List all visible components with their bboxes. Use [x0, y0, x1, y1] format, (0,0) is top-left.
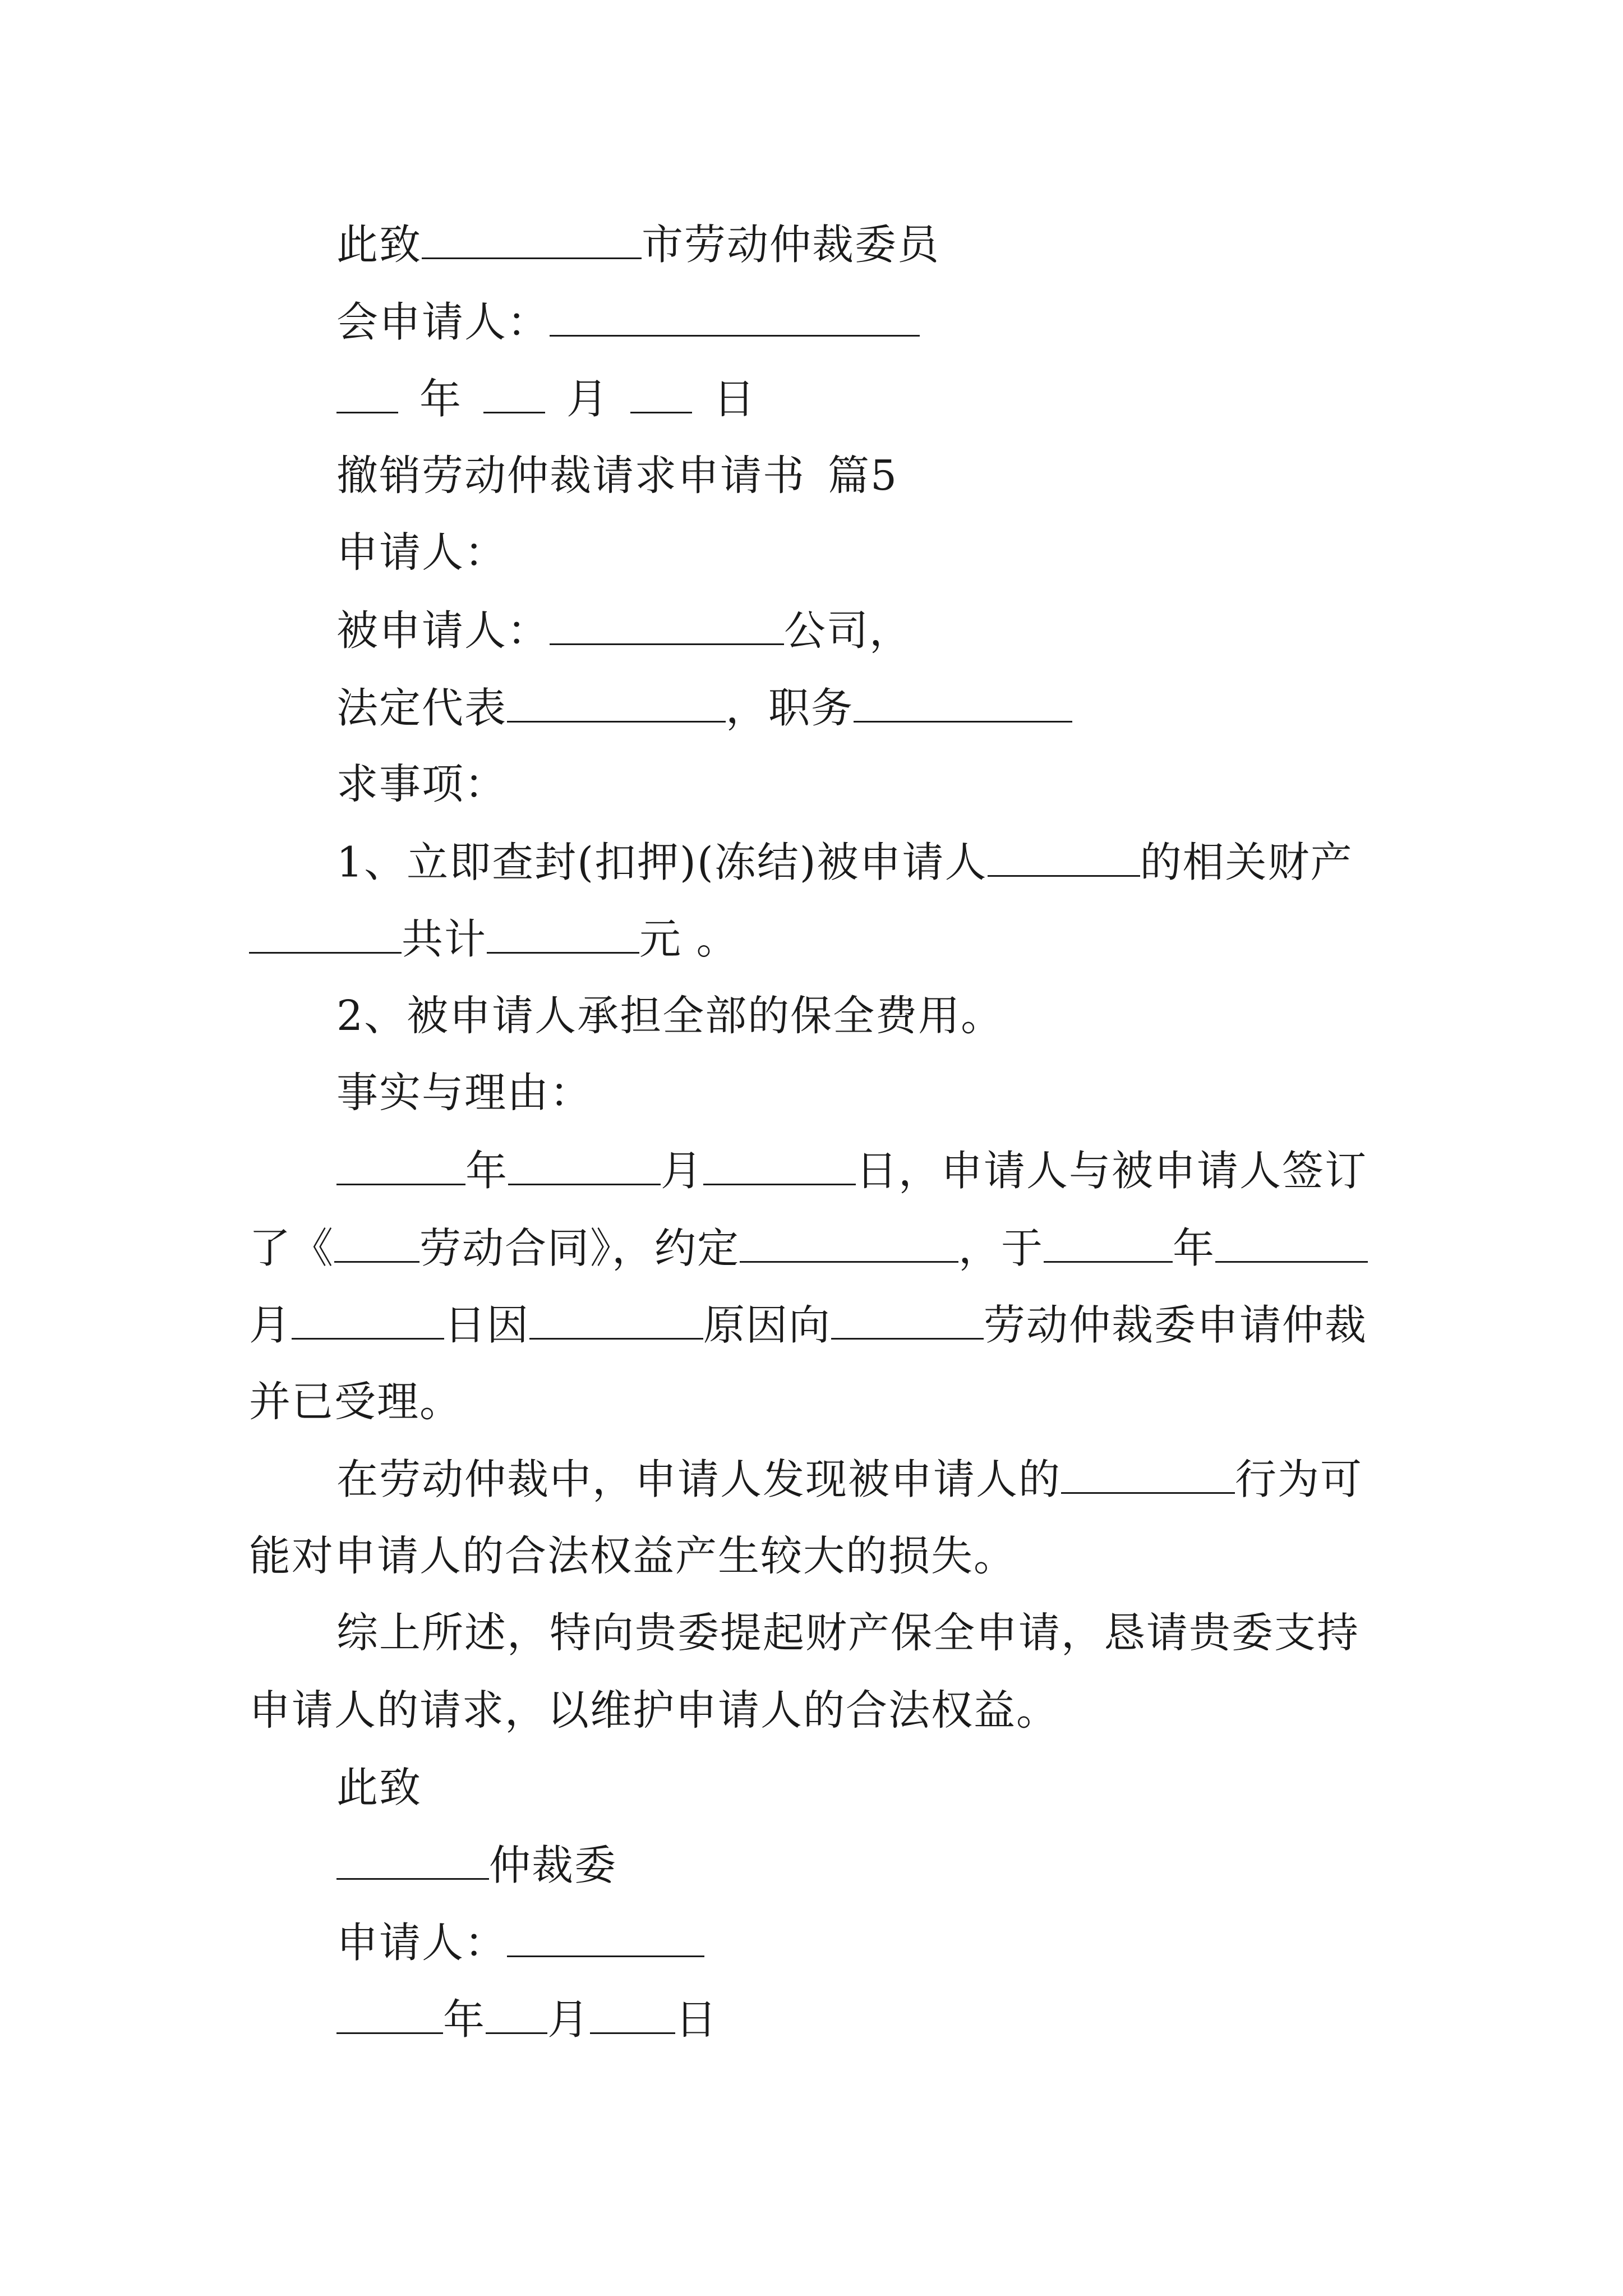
text: 事实与理由： [336, 1069, 592, 1117]
facts-paragraph-line [336, 1147, 1384, 1195]
blank-field [590, 1998, 675, 2034]
text: 日 [713, 375, 756, 424]
facts-paragraph-line [249, 1224, 1384, 1273]
blank-field [550, 609, 784, 645]
blank-field [630, 378, 692, 413]
text: 被申请人： [336, 606, 550, 655]
text: 能对申请人的合法权益产生较大的损失。 [249, 1532, 1016, 1580]
paragraph-line [336, 1609, 1384, 1657]
closing-salutation [336, 1764, 1384, 1812]
applicant-line [336, 298, 1384, 347]
blank-field [334, 1227, 419, 1263]
text: 此致 [336, 220, 422, 269]
text: 原因向 [703, 1301, 831, 1350]
text: 2、被申请人承担全部的保全费用。 [336, 992, 1004, 1040]
signature-line [336, 1918, 1384, 1967]
blank-field [854, 687, 1072, 723]
respondent-line [336, 606, 1384, 655]
salutation-line [336, 220, 1384, 269]
blank-field [703, 1149, 856, 1185]
date-line [336, 1995, 1384, 2044]
blank-field [336, 1998, 443, 2034]
blank-field [529, 1304, 703, 1340]
heading-title: 撤销劳动仲裁请求申请书 [336, 452, 805, 500]
blank-field [486, 1998, 547, 2034]
text: 日 [675, 1995, 718, 2044]
facts-paragraph-line [249, 1378, 1384, 1426]
claims-heading [336, 760, 1384, 808]
text: 此致 [336, 1764, 422, 1812]
blank-field [487, 918, 639, 954]
blank-field [336, 1844, 489, 1880]
text: 日，申请人与被申请人签订 [856, 1147, 1367, 1195]
text: 元 。 [639, 915, 739, 964]
heading-number: 篇5 [828, 452, 898, 500]
text: 会申请人： [336, 298, 550, 347]
text: 在劳动仲裁中，申请人发现被申请人的 [336, 1455, 1061, 1504]
text: 市劳动仲裁委员 [642, 220, 940, 269]
text: 1、立即查封(扣押)(冻结)被申请人 [336, 838, 988, 887]
facts-heading [336, 1069, 1384, 1117]
text: 求事项： [336, 760, 507, 808]
recipient-line [336, 1841, 1384, 1890]
text: 了《 [249, 1224, 334, 1273]
text: 年 [1173, 1224, 1215, 1273]
paragraph-line [249, 1686, 1384, 1734]
text: 劳动仲裁委申请仲裁 [984, 1301, 1367, 1350]
blank-field [1061, 1458, 1235, 1494]
text: 并已受理。 [249, 1378, 462, 1426]
text: 仲裁委 [489, 1841, 617, 1890]
legal-rep-line [336, 684, 1384, 733]
blank-field [831, 1304, 984, 1340]
text: 的相关财产 [1140, 838, 1353, 887]
text: ，于 [958, 1224, 1044, 1273]
paragraph-line [249, 1532, 1384, 1580]
blank-field [988, 841, 1140, 877]
facts-paragraph-line [249, 1301, 1384, 1350]
blank-field [550, 301, 920, 337]
text: 年 [443, 1995, 486, 2044]
text: 月 [249, 1301, 292, 1350]
text: 日因 [444, 1301, 529, 1350]
blank-field [1044, 1227, 1173, 1263]
blank-field [249, 918, 402, 954]
section-heading [336, 452, 1384, 500]
claim-item-2 [336, 992, 1384, 1040]
claim-item-1 [336, 838, 1384, 887]
blank-field [1215, 1227, 1368, 1263]
blank-field [483, 378, 545, 413]
text: 年 [465, 1147, 508, 1195]
text: 月 [566, 375, 609, 424]
text: 月 [547, 1995, 590, 2044]
text: 法定代表 [336, 684, 507, 733]
text: 劳动合同》，约定 [419, 1224, 740, 1273]
text: 申请人： [336, 1918, 507, 1967]
blank-field [508, 1149, 661, 1185]
blank-field [740, 1227, 958, 1263]
text: ，职务 [726, 684, 854, 733]
text: 月 [661, 1147, 703, 1195]
blank-field [422, 223, 642, 259]
blank-field [336, 378, 398, 413]
text: 年 [419, 375, 462, 424]
text: 综上所述，特向贵委提起财产保全申请，恳请贵委支持 [336, 1609, 1359, 1657]
blank-field [336, 1149, 465, 1185]
paragraph-line [336, 1455, 1384, 1504]
text: 申请人的请求，以维护申请人的合法权益。 [249, 1686, 1059, 1734]
date-line [336, 375, 1384, 424]
text: 行为可 [1235, 1455, 1363, 1504]
text: 申请人： [336, 528, 507, 577]
claim-item-1-continued [249, 915, 1384, 964]
blank-field [507, 1921, 704, 1957]
blank-field [507, 687, 726, 723]
blank-field [292, 1304, 444, 1340]
text: 共计 [402, 915, 487, 964]
text: 公司， [784, 606, 912, 655]
applicant-label [336, 528, 1384, 577]
